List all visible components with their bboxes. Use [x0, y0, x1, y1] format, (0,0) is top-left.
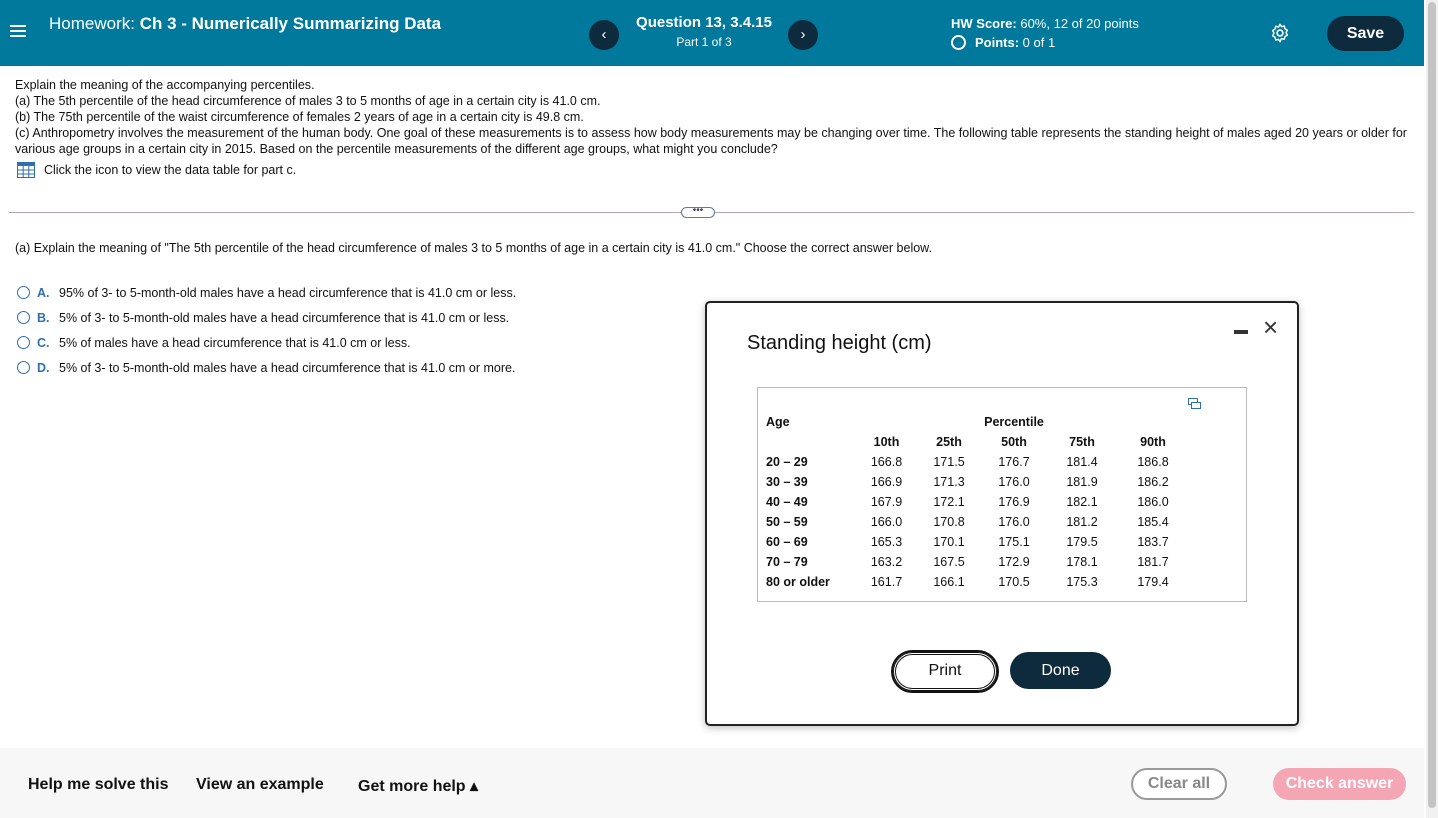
value-cell: 170.1	[933, 535, 965, 549]
hw-score-label: HW Score:	[951, 16, 1017, 31]
value-cell: 181.7	[1137, 555, 1169, 569]
check-answer-button[interactable]: Check answer	[1273, 768, 1406, 800]
table-row	[764, 552, 1191, 572]
age-cell: 60 – 69	[766, 535, 808, 549]
table-row	[764, 512, 1191, 532]
option-b[interactable]	[17, 305, 516, 330]
part-a-prompt: (a) Explain the meaning of "The 5th percentile of the head circumference of males 3 to 5 months of age in a certain city is 41.0 cm." Choose the correct answer below.	[15, 241, 932, 255]
hamburger-menu-icon[interactable]	[10, 22, 26, 42]
expand-question-button[interactable]: •••	[681, 207, 715, 218]
points-label: Points:	[975, 35, 1020, 50]
clear-all-button[interactable]: Clear all	[1131, 768, 1227, 800]
previous-question-button[interactable]: ‹	[589, 20, 619, 50]
points-status-icon	[951, 35, 966, 50]
value-cell: 165.3	[870, 535, 903, 549]
question-part-b: (b) The 75th percentile of the waist circumference of females 2 years of age in a certain city is 49.8 cm.	[15, 110, 584, 124]
age-cell: 30 – 39	[766, 475, 808, 489]
age-cell: 80 or older	[766, 575, 830, 589]
value-cell: 185.4	[1137, 515, 1169, 529]
homework-title-name: Ch 3 - Numerically Summarizing Data	[139, 14, 442, 33]
value-cell: 172.1	[933, 495, 965, 509]
question-text	[15, 77, 1410, 157]
standing-height-table	[764, 412, 1191, 592]
top-header	[0, 0, 1424, 66]
data-table-link[interactable]	[17, 162, 296, 178]
value-cell: 167.5	[933, 555, 965, 569]
age-cell: 70 – 79	[766, 555, 808, 569]
table-row	[764, 492, 1191, 512]
option-a-radio[interactable]	[17, 286, 30, 299]
bottom-toolbar	[0, 748, 1424, 818]
value-cell: 167.9	[870, 495, 903, 509]
column-header: 90th	[1140, 435, 1166, 449]
minimize-icon[interactable]	[1234, 330, 1248, 334]
points-value: 0 of 1	[1019, 35, 1056, 50]
value-cell: 181.9	[1066, 475, 1098, 489]
option-d-radio[interactable]	[17, 361, 30, 374]
option-a-text: 95% of 3- to 5-month-old males have a head circumference that is 41.0 cm or less.	[59, 285, 517, 300]
option-d-text: 5% of 3- to 5-month-old males have a head circumference that is 41.0 cm or more.	[59, 360, 516, 375]
answer-options	[17, 280, 516, 380]
option-b-letter: B.	[37, 310, 50, 325]
save-button[interactable]: Save	[1327, 16, 1404, 51]
print-button[interactable]: Print	[893, 652, 997, 691]
value-cell: 161.7	[870, 575, 903, 589]
column-header: 75th	[1069, 435, 1095, 449]
column-header: 50th	[1001, 435, 1027, 449]
close-icon[interactable]: ×	[1263, 312, 1279, 342]
hw-score	[951, 16, 1139, 31]
option-b-radio[interactable]	[17, 311, 30, 324]
value-cell: 176.0	[998, 475, 1030, 489]
question-part-a: (a) The 5th percentile of the head circumference of males 3 to 5 months of age in a certain city is 41.0 cm.	[15, 94, 601, 108]
value-cell: 181.4	[1066, 455, 1098, 469]
value-cell: 170.5	[998, 575, 1030, 589]
percentile-header: Percentile	[984, 415, 1044, 429]
value-cell: 181.2	[1066, 515, 1098, 529]
value-cell: 166.1	[933, 575, 965, 589]
value-cell: 170.8	[933, 515, 965, 529]
copy-table-icon[interactable]	[1188, 398, 1201, 409]
value-cell: 166.8	[870, 455, 903, 469]
value-cell: 183.7	[1137, 535, 1169, 549]
option-c-radio[interactable]	[17, 336, 30, 349]
option-d[interactable]	[17, 355, 516, 380]
homework-title	[49, 14, 469, 33]
value-cell: 176.9	[998, 495, 1030, 509]
table-header-row	[764, 412, 1191, 432]
get-more-help-button[interactable]: Get more help ▴	[358, 778, 479, 795]
table-row	[764, 532, 1191, 552]
question-part: Part 1 of 3	[676, 35, 732, 49]
age-header: Age	[766, 415, 790, 429]
option-c-text: 5% of males have a head circumference that is 41.0 cm or less.	[59, 335, 411, 350]
value-cell: 172.9	[998, 555, 1030, 569]
settings-gear-icon[interactable]	[1269, 22, 1291, 44]
value-cell: 179.5	[1066, 535, 1098, 549]
done-button[interactable]: Done	[1010, 652, 1111, 689]
homework-title-prefix: Homework:	[49, 14, 140, 33]
value-cell: 166.0	[870, 515, 903, 529]
help-me-solve-button[interactable]: Help me solve this	[28, 776, 169, 793]
value-cell: 175.3	[1066, 575, 1098, 589]
value-cell: 186.0	[1137, 495, 1169, 509]
value-cell: 171.5	[933, 455, 965, 469]
age-cell: 50 – 59	[766, 515, 808, 529]
data-table-icon[interactable]	[17, 162, 35, 178]
table-container	[757, 387, 1247, 602]
view-example-button[interactable]: View an example	[196, 776, 324, 793]
value-cell: 176.0	[998, 515, 1030, 529]
age-cell: 20 – 29	[766, 455, 808, 469]
table-row	[764, 472, 1191, 492]
data-table-link-text[interactable]: Click the icon to view the data table for part c.	[44, 163, 297, 177]
table-column-row	[764, 432, 1191, 452]
value-cell: 186.8	[1137, 455, 1169, 469]
option-a[interactable]	[17, 280, 516, 305]
page-scrollbar[interactable]	[1426, 0, 1438, 818]
value-cell: 176.7	[998, 455, 1030, 469]
option-d-letter: D.	[37, 360, 50, 375]
value-cell: 186.2	[1137, 475, 1169, 489]
hw-score-value: 60%, 12 of 20 points	[1016, 16, 1139, 31]
question-points	[951, 35, 1055, 50]
column-header: 10th	[873, 435, 900, 449]
modal-title: Standing height (cm)	[747, 332, 932, 354]
value-cell: 166.9	[870, 475, 903, 489]
data-table-modal	[705, 301, 1299, 726]
option-c-letter: C.	[37, 335, 50, 350]
option-a-letter: A.	[37, 285, 50, 300]
value-cell: 179.4	[1137, 575, 1169, 589]
option-c[interactable]	[17, 330, 516, 355]
question-intro: Explain the meaning of the accompanying percentiles.	[15, 78, 315, 92]
value-cell: 178.1	[1066, 555, 1098, 569]
value-cell: 163.2	[870, 555, 903, 569]
table-row	[764, 572, 1191, 592]
value-cell: 175.1	[998, 535, 1030, 549]
table-row	[764, 452, 1191, 472]
option-b-text: 5% of 3- to 5-month-old males have a head circumference that is 41.0 cm or less.	[59, 310, 510, 325]
value-cell: 171.3	[933, 475, 965, 489]
column-header: 25th	[936, 435, 962, 449]
next-question-button[interactable]: ›	[788, 20, 818, 50]
age-cell: 40 – 49	[766, 495, 808, 509]
question-title: Question 13, 3.4.15	[636, 14, 772, 31]
scrollbar-thumb[interactable]	[1428, 2, 1436, 808]
value-cell: 182.1	[1066, 495, 1098, 509]
question-part-c: (c) Anthropometry involves the measurement of the human body. One goal of these measurements is to assess how body measurements may be changing over time. The following table represents the standing height of males aged 20 years or older for various age groups in a certain city in 2015. Based on the percentile measurements of the different age groups, what might you conclude?	[15, 126, 1407, 156]
